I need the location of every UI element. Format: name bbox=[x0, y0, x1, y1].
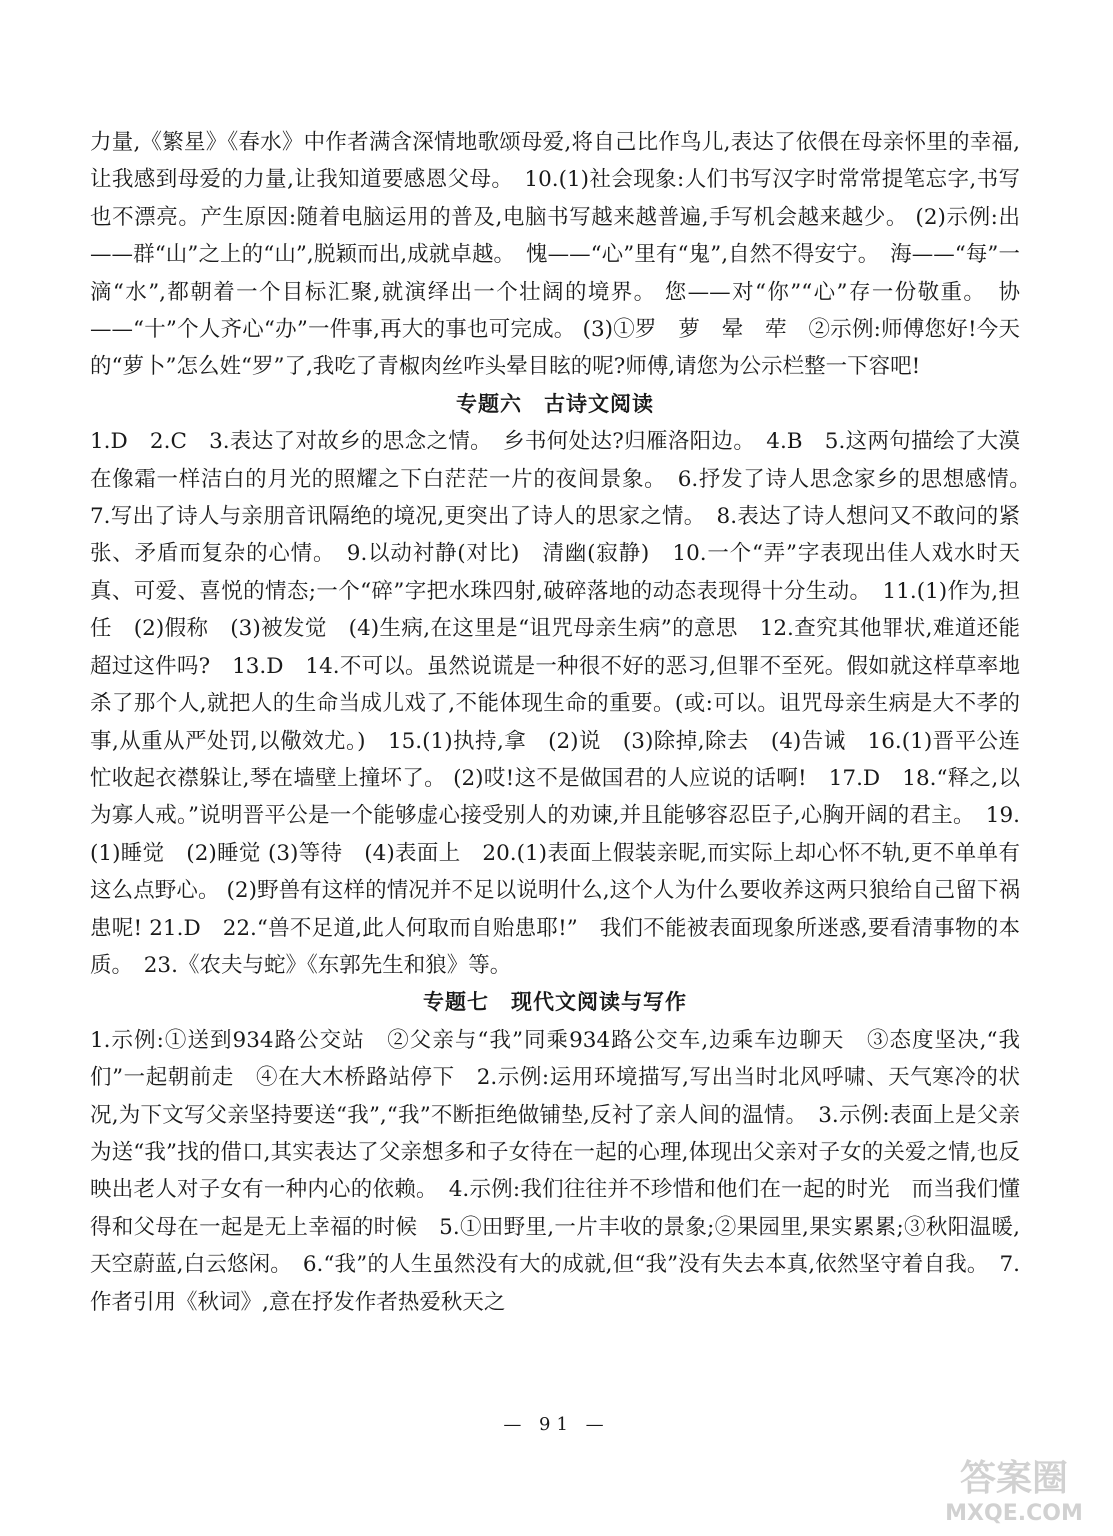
answer-body bbox=[90, 124, 1042, 1321]
section-heading-7: 专题七 现代文阅读与写作 bbox=[423, 990, 687, 1015]
watermark-logo bbox=[929, 1446, 1099, 1528]
page-number: — 91 — bbox=[503, 1414, 610, 1435]
section-heading-6: 专题六 古诗文阅读 bbox=[456, 391, 654, 416]
watermark-url-text: MXQE.COM bbox=[945, 1501, 1083, 1526]
answer-paragraph-section-6: 1.D 2.C 3.表达了对故乡的思念之情。 乡书何处达?归雁洛阳边。 4.B 5.这两句描绘了大漠在像霜一样洁白的月光的照耀之下白茫茫一片的夜间景象。 6.抒发了诗人思念家乡的思想感情。 7.写出了诗人与亲朋音讯隔绝的境况,更突出了诗人的思家之情。 8.表达了诗人想问又不敢问的紧张、矛盾而复杂的心情。 9.以动衬静(对比) 清幽(寂静) 10.一个“弄”字表现出佳人戏水时天真、可爱、喜悦的情态;一个“碎”字把水珠四射,破碎落地的动态表现得十分生动。 11.(1)作为,担任 (2)假称 (3)被发觉 (4)生病,在这里是“诅咒母亲生病”的意思 12.查究其他罪状,难道还能超过这件吗? 13.D 14.不可以。虽然说谎是一种很不好的恶习,但罪不至死。假如就这样草率地杀了那个人,就把人的生命当成儿戏了,不能体现生命的重要。(或:可以。诅咒母亲生病是大不孝的事,从重从严处罚,以儆效尤。) 15.(1)执持,拿 (2)说 (3)除掉,除去 (4)告诫 16.(1)晋平公连忙收起衣襟躲让,琴在墙壁上撞坏了。 (2)哎!这不是做国君的人应说的话啊! 17.D 18.“释之,以为寡人戒。”说明晋平公是一个能够虚心接受别人的劝谏,并且能够容忍臣子,心胸开阔的君主。 19.(1)睡觉 (2)睡觉 (3)等待 (4)表面上 20.(1)表面上假装亲昵,而实际上却心怀不轨,更不单单有这么点野心。 (2)野兽有这样的情况并不足以说明什么,这个人为什么要收养这两只狼给自己留下祸患呢! 21.D 22.“兽不足道,此人何取而自贻患耶!” 我们不能被表面现象所迷惑,要看清事物的本质。 23.《农夫与蛇》《东郭先生和狼》等。 bbox=[90, 429, 1042, 978]
answer-paragraph-section-7: 1.示例:①送到934路公交站 ②父亲与“我”同乘934路公交车,边乘车边聊天 ③态度坚决,“我们”一起朝前走 ④在大木桥路站停下 2.示例:运用环境描写,写出当时北风呼啸、天气寒冷的状况,为下文写父亲坚持要送“我”,“我”不断拒绝做铺垫,反衬了亲人间的温情。 3.示例:表面上是父亲为送“我”找的借口,其实表达了父亲想多和子女待在一起的心理,体现出父亲对子女的关爱之情,也反映出老人对子女有一种内心的依赖。 4.示例:我们往往并不珍惜和他们在一起的时光 而当我们懂得和父母在一起是无上幸福的时候 5.①田野里,一片丰收的景象;②果园里,果实累累;③秋阳温暖,天空蔚蓝,白云悠闲。 6.“我”的人生虽然没有大的成就,但“我”没有失去本真,依然坚守着自我。 7.作者引用《秋词》,意在抒发作者热爱秋天之 bbox=[90, 1027, 1020, 1315]
answer-paragraph-continued: 力量,《繁星》《春水》中作者满含深情地歌颂母爱,将自己比作鸟儿,表达了依偎在母亲怀里的幸福,让我感到母爱的力量,让我知道要感恩父母。 10.(1)社会现象:人们书写汉字时常常提笔忘字,书写也不漂亮。产生原因:随着电脑运用的普及,电脑书写越来越普遍,手写机会越来越少。 (2)示例:出——群“山”之上的“山”,脱颖而出,成就卓越。 愧——“心”里有“鬼”,自然不得安宁。 海——“每”一滴“水”,都朝着一个目标汇聚,就演绎出一个壮阔的境界。 您——对“你”“心”存一份敬重。 协——“十”个人齐心“办”一件事,再大的事也可完成。 (3)①罗 萝 晕 荦 ②示例:师傅您好!今天的“萝卜”怎么姓“罗”了,我吃了青椒肉丝咋头晕目眩的呢?师傅,请您为公示栏整一下容吧! bbox=[90, 130, 1020, 380]
watermark-logo-text: 答案圈 bbox=[959, 1458, 1069, 1499]
